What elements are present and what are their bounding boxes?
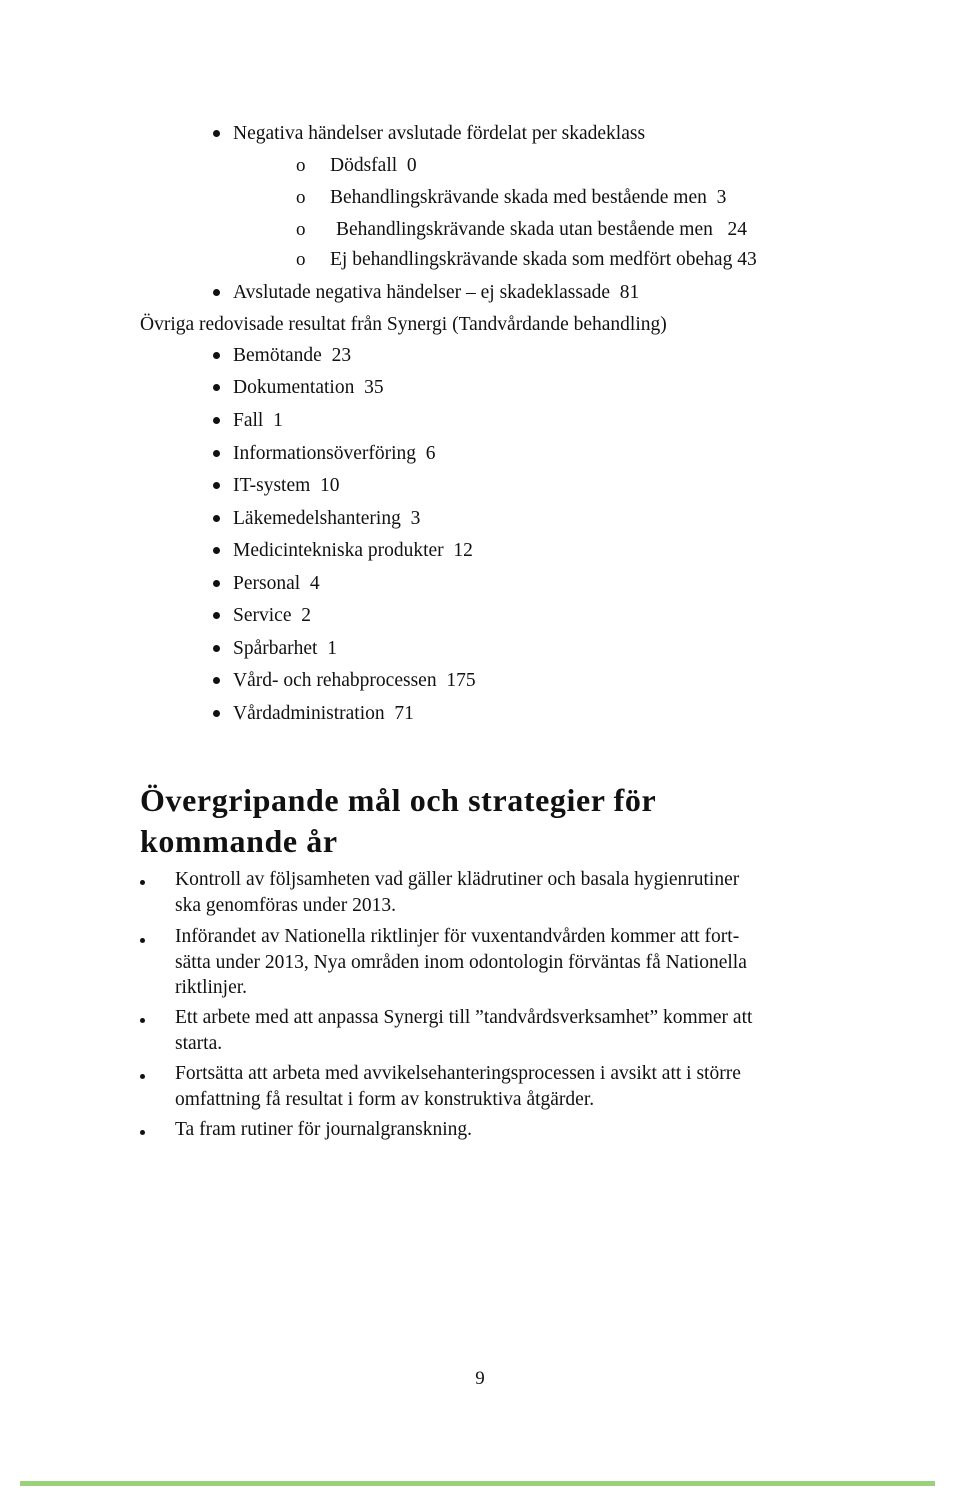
circle-bullet-icon: o — [296, 249, 306, 270]
subitem-value: 0 — [406, 155, 417, 176]
list-item — [233, 604, 311, 628]
subitem-row — [336, 218, 747, 242]
bullet-icon — [213, 547, 220, 554]
list-item — [233, 344, 351, 368]
item-value: 3 — [410, 508, 421, 529]
subitem-label: Dödsfall — [330, 155, 398, 176]
item-value: 175 — [446, 670, 476, 691]
bullet-icon — [213, 384, 220, 391]
strategy-item — [175, 1117, 825, 1143]
list-item — [233, 409, 283, 433]
bullet-icon — [213, 645, 220, 652]
item-label: Läkemedelshantering — [233, 508, 401, 529]
list-item — [233, 637, 337, 661]
bullet-icon — [140, 880, 145, 885]
strategy-item — [175, 867, 825, 918]
footer-bar — [20, 1481, 935, 1486]
item-label: Informationsöverföring — [233, 443, 417, 464]
section2-title: Övriga redovisade resultat från Synergi (Tandvårdande behandling) — [140, 314, 667, 335]
list-item — [233, 442, 436, 466]
bullet-icon — [213, 417, 220, 424]
item-value: 2 — [301, 605, 311, 626]
item-value: 10 — [320, 475, 340, 496]
item-value: 35 — [364, 377, 384, 398]
item-label: Vårdadministration — [233, 703, 385, 724]
item-label: Vård- och rehabprocessen — [233, 670, 437, 691]
list-item — [233, 376, 384, 400]
bullet-icon — [213, 289, 220, 296]
section-heading: Övergripande mål och strategier för — [140, 782, 657, 818]
bullet-icon — [213, 710, 220, 717]
circle-bullet-icon: o — [296, 219, 306, 240]
strategy-item — [175, 1005, 825, 1056]
bullet-icon — [213, 482, 220, 489]
strategy-item — [175, 924, 825, 1001]
unclassified-label: Avslutade negativa händelser – ej skadeklassade — [233, 282, 611, 303]
list-item — [233, 702, 414, 726]
strategy-line: ska genomföras under 2013. — [175, 894, 396, 916]
subitem-value: 43 — [737, 249, 757, 270]
item-label: Personal — [233, 573, 301, 594]
item-label: Service — [233, 605, 292, 626]
strategy-line: Kontroll av följsamheten vad gäller klädrutiner och basala hygienrutiner — [175, 869, 740, 890]
item-value: 1 — [327, 638, 337, 659]
strategy-line: riktlinjer. — [175, 977, 248, 998]
list-item — [233, 507, 420, 531]
bullet-icon — [213, 580, 220, 587]
bullet-icon — [140, 1018, 145, 1023]
item-label: IT-system — [233, 475, 311, 496]
item-value: 23 — [331, 345, 352, 366]
item-value: 4 — [309, 573, 320, 594]
strategy-line: Införandet av Nationella riktlinjer för vuxentandvården kommer att fort- — [175, 926, 740, 947]
bullet-icon — [213, 612, 220, 619]
subitem-row — [330, 154, 417, 178]
item-value: 71 — [394, 703, 414, 724]
strategy-line: Ett arbete med att anpassa Synergi till ”tandvårdsverksamhet” kommer att — [175, 1007, 753, 1028]
item-value: 6 — [425, 443, 436, 464]
bullet-icon — [213, 130, 220, 137]
bullet-icon — [140, 1074, 145, 1079]
circle-bullet-icon: o — [296, 155, 306, 176]
item-label: Bemötande — [233, 345, 322, 366]
subitem-label: Behandlingskrävande skada med bestående men — [330, 187, 707, 208]
subitem-value: 3 — [716, 187, 727, 208]
bullet-icon — [213, 352, 220, 359]
list-item — [233, 474, 340, 498]
circle-bullet-icon: o — [296, 187, 306, 208]
subitem-label: Behandlingskrävande skada utan bestående men — [336, 219, 713, 240]
section1-title: Negativa händelser avslutade fördelat per skadeklass — [233, 123, 646, 144]
subitem-row — [330, 248, 757, 272]
item-label: Fall — [233, 410, 264, 431]
strategy-line: starta. — [175, 1032, 223, 1054]
list-item — [233, 572, 320, 596]
bullet-icon — [140, 1130, 145, 1135]
bullet-icon — [213, 450, 220, 457]
bullet-icon — [213, 677, 220, 684]
strategy-line: Ta fram rutiner för journalgranskning. — [175, 1119, 472, 1140]
subitem-row — [330, 186, 726, 210]
list-item — [233, 669, 476, 693]
subitem-value: 24 — [727, 219, 747, 240]
item-label: Dokumentation — [233, 377, 355, 398]
item-value: 1 — [273, 410, 283, 431]
bullet-icon — [140, 938, 145, 943]
list-item — [233, 539, 473, 563]
page-number: 9 — [475, 1368, 485, 1389]
unclassified-row — [233, 281, 639, 305]
item-label: Medicintekniska produkter — [233, 540, 444, 561]
strategy-line: omfattning få resultat i form av konstruktiva åtgärder. — [175, 1088, 595, 1110]
strategy-item — [175, 1061, 825, 1112]
bullet-icon — [213, 515, 220, 522]
unclassified-value: 81 — [619, 282, 640, 303]
subitem-label: Ej behandlingskrävande skada som medfört obehag — [330, 249, 733, 270]
strategy-line: Fortsätta att arbeta med avvikelsehanteringsprocessen i avsikt att i större — [175, 1063, 741, 1084]
item-value: 12 — [453, 540, 473, 561]
item-label: Spårbarhet — [233, 638, 318, 659]
strategy-line: sätta under 2013, Nya områden inom odontologin förväntas få Nationella — [175, 951, 747, 973]
section-heading: kommande år — [140, 823, 338, 859]
